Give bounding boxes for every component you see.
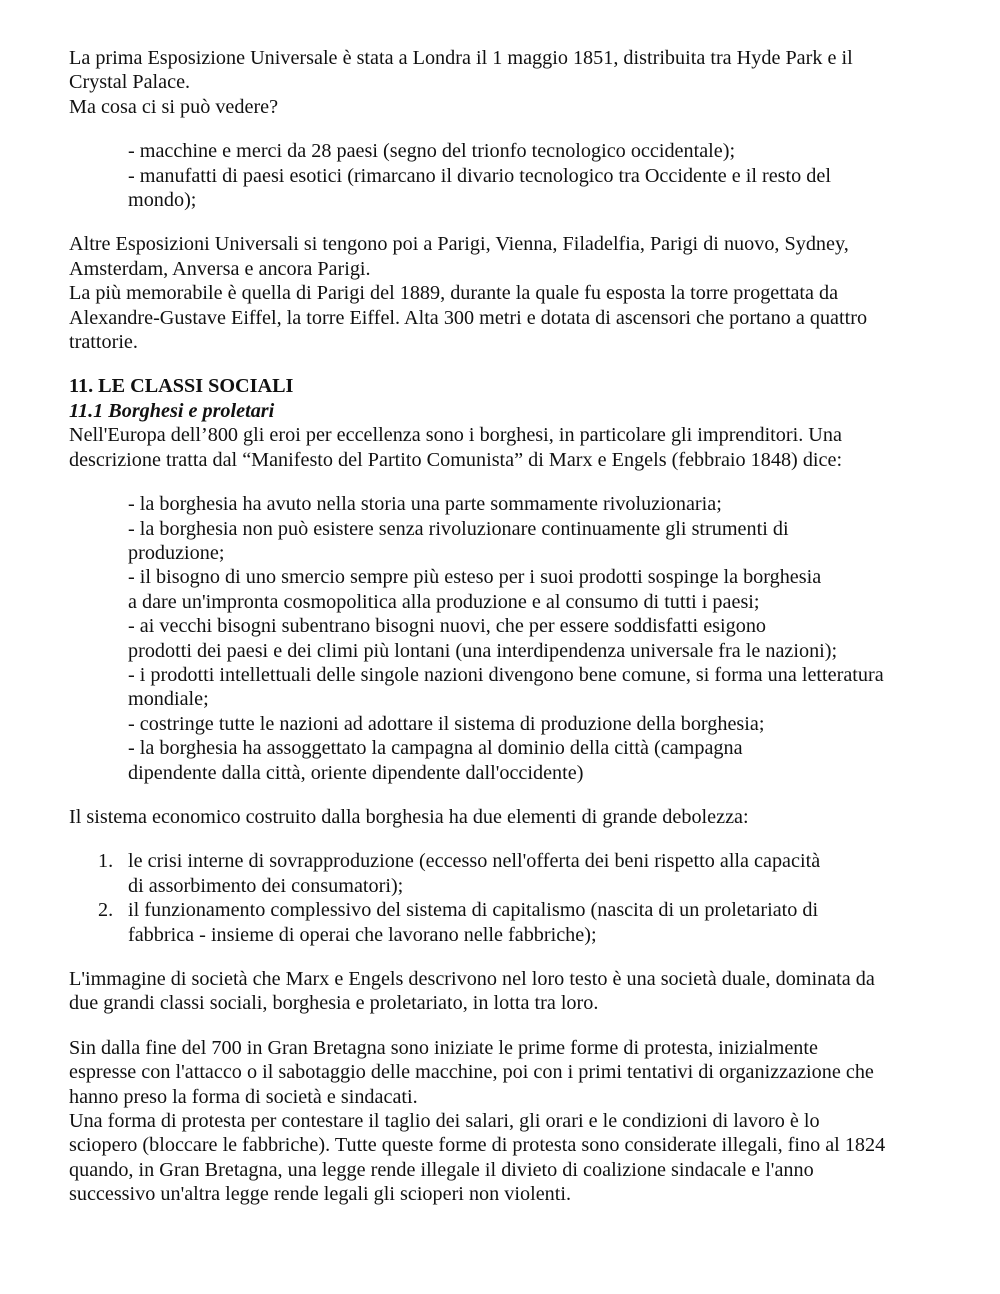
list-item: - la borghesia ha assoggettato la campagna al dominio della città (campagna [128, 737, 743, 760]
text-line: La più memorabile è quella di Parigi del 1889, durante la quale fu esposta la torre progettata da [69, 282, 839, 305]
list-item: - i prodotti intellettuali delle singole nazioni divengono bene comune, si forma una letteratura [128, 663, 884, 686]
intro-paragraph [69, 46, 949, 119]
manifesto-list [69, 492, 949, 785]
text-line: sciopero (bloccare le fabbriche). Tutte queste forme di protesta sono considerate illegali, fino al 1824 [69, 1134, 886, 1157]
text-line: quando, in Gran Bretagna, una legge rende illegale il divieto di coalizione sindacale e l'anno [69, 1158, 814, 1181]
list-item: a dare un'impronta cosmopolitica alla produzione e al consumo di tutti i paesi; [128, 590, 760, 613]
text-line: due grandi classi sociali, borghesia e proletariato, in lotta tra loro. [69, 992, 599, 1015]
text-line: fabbrica - insieme di operai che lavorano nelle fabbriche); [128, 923, 597, 946]
item-number: 1. [98, 850, 114, 873]
text-line: Ma cosa ci si può vedere? [69, 95, 279, 118]
list-item: prodotti dei paesi e dei climi più lontani (una interdipendenza universale fra le nazioni); [128, 639, 838, 662]
text-line: Sin dalla fine del 700 in Gran Bretagna sono iniziate le prime forme di protesta, inizialmente [69, 1036, 818, 1059]
text-line: Alexandre-Gustave Eiffel, la torre Eiffel. Alta 300 metri e dotata di ascensori che portano a quattro [69, 306, 868, 329]
list-item: - la borghesia ha avuto nella storia una parte sommamente rivoluzionaria; [128, 493, 722, 516]
text-line: Crystal Palace. [69, 71, 191, 94]
list-item: dipendente dalla città, oriente dipendente dall'occidente) [128, 761, 584, 784]
item-number: 2. [98, 899, 114, 922]
section-heading: 11. LE CLASSI SOCIALI [69, 375, 294, 398]
text-line: Amsterdam, Anversa e ancora Parigi. [69, 257, 371, 280]
text-line: La prima Esposizione Universale è stata a Londra il 1 maggio 1851, distribuita tra Hyde Park e il [69, 47, 853, 69]
expo-paragraph [69, 232, 949, 354]
text-line: L'immagine di società che Marx e Engels descrivono nel loro testo è una società duale, dominata da [69, 968, 875, 990]
text-line: descrizione tratta dal “Manifesto del Partito Comunista” di Marx e Engels (febbraio 1848) dice: [69, 448, 843, 471]
numbered-item [98, 849, 949, 898]
list-item: - ai vecchi bisogni subentrano bisogni nuovi, che per essere soddisfatti esigono [128, 615, 767, 638]
section-subheading: 11.1 Borghesi e proletari [69, 399, 275, 422]
text-line: di assorbimento dei consumatori); [128, 874, 404, 897]
text-line: trattorie. [69, 331, 138, 354]
list-item: mondiale; [128, 688, 209, 711]
list-item: - manufatti di paesi esotici (rimarcano il divario tecnologico tra Occidente e il resto del [128, 164, 831, 187]
section-intro-paragraph [69, 423, 949, 472]
text-line: Una forma di protesta per contestare il taglio dei salari, gli orari e le condizioni di lavoro è lo [69, 1110, 820, 1133]
society-paragraph [69, 967, 949, 1016]
text-line: successivo un'altra legge rende legali gli scioperi non violenti. [69, 1183, 572, 1206]
text-line: il funzionamento complessivo del sistema di capitalismo (nascita di un proletariato di [128, 899, 819, 922]
protest-paragraph [69, 1036, 949, 1207]
exhibit-list [69, 139, 949, 212]
document-page [69, 46, 949, 1207]
text-line: hanno preso la forma di società e sindacati. [69, 1085, 418, 1108]
weakness-intro: Il sistema economico costruito dalla borghesia ha due elementi di grande debolezza: [69, 805, 749, 828]
list-item: - macchine e merci da 28 paesi (segno del trionfo tecnologico occidentale); [128, 140, 736, 163]
list-item: - costringe tutte le nazioni ad adottare il sistema di produzione della borghesia; [128, 712, 765, 735]
text-line: espresse con l'attacco o il sabotaggio delle macchine, poi con i primi tentativi di organizzazione che [69, 1061, 874, 1084]
list-item: produzione; [128, 541, 225, 564]
list-item: mondo); [128, 189, 197, 212]
list-item: - il bisogno di uno smercio sempre più esteso per i suoi prodotti sospinge la borghesia [128, 566, 822, 589]
list-item: - la borghesia non può esistere senza rivoluzionare continuamente gli strumenti di [128, 517, 789, 540]
text-line: Altre Esposizioni Universali si tengono poi a Parigi, Vienna, Filadelfia, Parigi di nuovo, Sydney, [69, 233, 849, 256]
text-line: le crisi interne di sovrapproduzione (eccesso nell'offerta dei beni rispetto alla capacità [128, 850, 821, 873]
weakness-list [69, 849, 949, 947]
numbered-item [98, 898, 949, 947]
text-line: Nell'Europa dell’800 gli eroi per eccellenza sono i borghesi, in particolare gli imprenditori. Una [69, 424, 842, 447]
